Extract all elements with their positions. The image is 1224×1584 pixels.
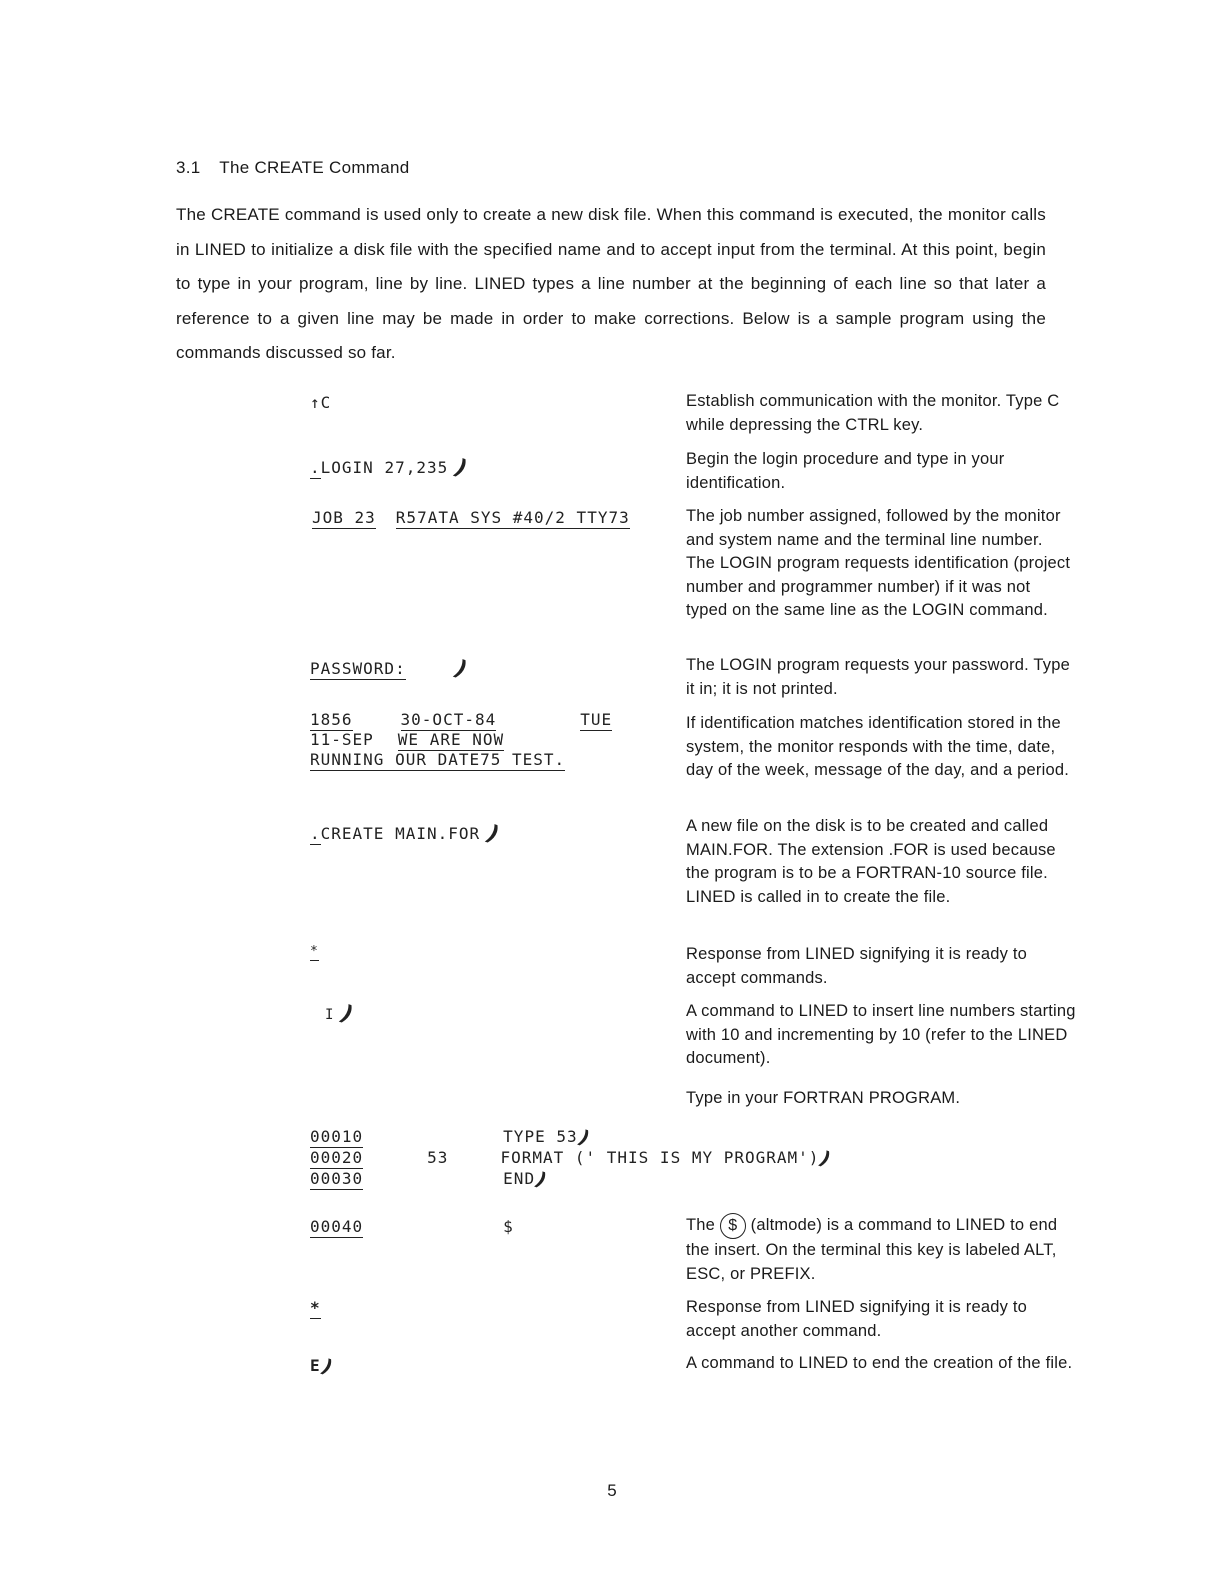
ctrlc-text: ↑C xyxy=(310,393,332,412)
motd-line2b: WE ARE NOW xyxy=(397,730,505,749)
motd-line2a: 11-SEP xyxy=(310,730,374,749)
section-number: 3.1 xyxy=(176,158,201,177)
motd-time: 1856 xyxy=(310,710,353,729)
insert-command xyxy=(325,1000,358,1029)
create-command xyxy=(310,820,503,849)
return-key-icon: ) xyxy=(576,1126,593,1150)
program-line xyxy=(310,1169,831,1190)
create-prompt: . xyxy=(310,824,321,843)
program-code: TYPE 53 xyxy=(503,1127,578,1146)
job-number: JOB 23 xyxy=(312,508,376,527)
line-number: 00020 xyxy=(310,1148,364,1167)
exit-description: A command to LINED to end the creation of the file. xyxy=(686,1354,1073,1372)
altmode-line xyxy=(310,1217,514,1236)
return-key-icon: ) xyxy=(452,655,471,684)
job-response xyxy=(312,508,630,527)
return-key-icon: ) xyxy=(533,1168,550,1192)
section-title: The CREATE Command xyxy=(219,158,410,177)
altmode-description xyxy=(686,1213,1076,1286)
job-system: R57ATA SYS #40/2 TTY73 xyxy=(395,508,630,527)
dollar-circle-icon: $ xyxy=(720,1213,746,1239)
return-key-icon: ) xyxy=(484,820,503,849)
program-line xyxy=(310,1127,831,1148)
ctrlc-command xyxy=(310,393,331,412)
motd-block xyxy=(310,710,612,770)
motd-day: TUE xyxy=(580,710,613,729)
login-prompt: . xyxy=(310,458,321,477)
insert-text: I xyxy=(325,1007,335,1023)
return-key-icon: ) xyxy=(818,1147,835,1171)
motd-description: If identification matches identification stored in the system, the monitor responds with the time, date, day of the week, message of the day, and a period. xyxy=(686,714,1070,779)
login-text: LOGIN 27,235 xyxy=(320,458,449,477)
motd-date: 30-OCT-84 xyxy=(400,710,497,729)
star2-description: Response from LINED signifying it is ready to accept another command. xyxy=(686,1298,1027,1340)
password-description: The LOGIN program requests your password. Type it in; it is not printed. xyxy=(686,656,1070,698)
return-key-icon: ) xyxy=(319,1355,336,1379)
altmode-symbol: $ xyxy=(503,1217,514,1236)
lined-prompt-1 xyxy=(310,944,319,959)
motd-line3: RUNNING OUR DATE75 TEST. xyxy=(310,750,566,769)
altmode-desc-start: The xyxy=(686,1216,716,1234)
password-prompt xyxy=(310,655,471,684)
create-text: CREATE MAIN.FOR xyxy=(320,824,481,843)
intro-paragraph xyxy=(176,198,1046,371)
ctrlc-description: Establish communication with the monitor. Type C while depressing the CTRL key. xyxy=(686,392,1060,434)
star-prompt: * xyxy=(310,944,319,959)
statement-label: 53 xyxy=(427,1148,449,1167)
exit-command xyxy=(310,1355,336,1379)
return-key-icon: ) xyxy=(338,1000,358,1029)
program-code: END xyxy=(503,1169,536,1188)
create-description: A new file on the disk is to be created and called MAIN.FOR. The extension .FOR is used because the program is to be a FORTRAN-10 source file. LINED is called in to create the file. xyxy=(686,817,1056,906)
program-code: FORMAT (' THIS IS MY PROGRAM') xyxy=(500,1148,820,1167)
altmode-desc-rest: (altmode) is a command to LINED to end the insert. On the terminal this key is labeled ALT, ESC, or PREFIX. xyxy=(686,1216,1058,1283)
star1-description: Response from LINED signifying it is ready to accept commands. xyxy=(686,945,1027,987)
program-line xyxy=(310,1147,835,1171)
job-description: The job number assigned, followed by the monitor and system name and the terminal line number. The LOGIN program requests identification (project number and programmer number) if it was not typed on the same line as the LOGIN command. xyxy=(686,507,1071,619)
login-command xyxy=(310,454,471,483)
line-number: 00010 xyxy=(310,1127,364,1146)
line-number: 00040 xyxy=(310,1217,364,1236)
password-label: PASSWORD: xyxy=(310,659,406,678)
line-number: 00030 xyxy=(310,1169,364,1188)
page-number: 5 xyxy=(607,1481,617,1500)
section-heading xyxy=(176,158,410,178)
star-prompt: * xyxy=(310,1298,321,1317)
return-key-icon: ) xyxy=(452,454,471,483)
lined-prompt-2 xyxy=(310,1298,321,1317)
login-description: Begin the login procedure and type in your identification. xyxy=(686,450,1005,492)
type-program-note: Type in your FORTRAN PROGRAM. xyxy=(686,1089,961,1107)
intro-text: The CREATE command is used only to create a new disk file. When this command is executed, the monitor calls in LINED to initialize a disk file with the specified name and to accept input from the terminal. At this point, begin to type in your program, line by line. LINED types a line number at the beginning of each line so that later a reference to a given line may be made in order to make corrections. Below is a sample program using the commands discussed so far. xyxy=(176,205,1046,362)
insert-description: A command to LINED to insert line numbers starting with 10 and incrementing by 10 (refer to the LINED document). xyxy=(686,1002,1076,1067)
exit-text: E xyxy=(310,1356,321,1375)
program-listing xyxy=(310,1126,835,1192)
